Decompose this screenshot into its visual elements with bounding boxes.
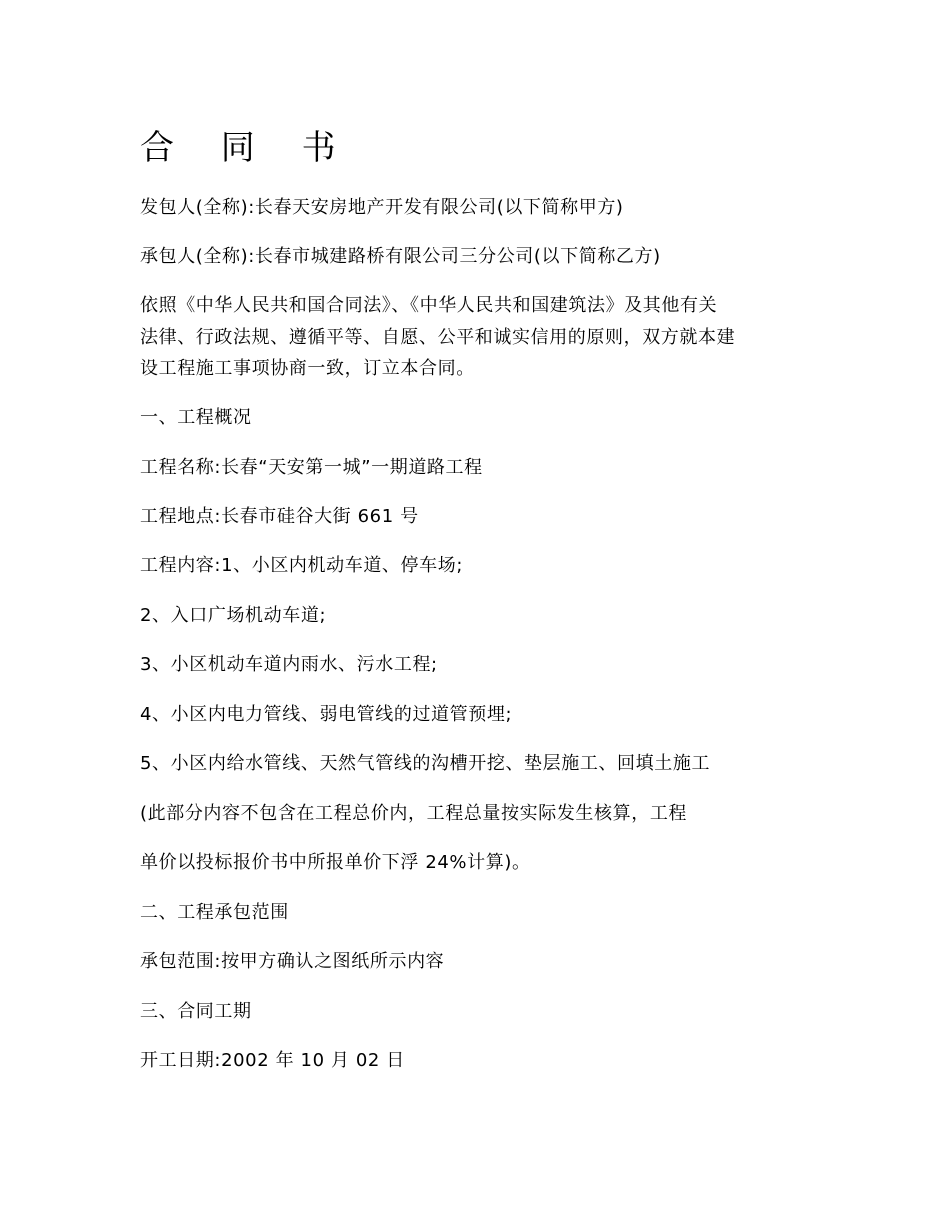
section-heading-overview: 一、工程概况 <box>140 407 252 428</box>
project-location-line: 工程地点:长春市硅谷大街 661 号 <box>140 506 419 527</box>
note-line: 单价以投标报价书中所报单价下浮 24%计算)。 <box>140 852 531 873</box>
note-line: (此部分内容不包含在工程总价内，工程总量按实际发生核算，工程 <box>140 803 688 824</box>
contractor-line: 承包人(全称):长春市城建路桥有限公司三分公司(以下简称乙方) <box>140 246 661 267</box>
preamble-line: 设工程施工事项协商一致，订立本合同。 <box>140 358 475 379</box>
document-title: 合 同 书 <box>140 128 354 168</box>
content-item: 5、小区内给水管线、天然气管线的沟槽开挖、垫层施工、回填土施工 <box>140 753 711 774</box>
content-item: 工程内容:1、小区内机动车道、停车场; <box>140 555 463 576</box>
content-item: 3、小区机动车道内雨水、污水工程; <box>140 654 438 675</box>
content-item: 2、入口广场机动车道; <box>140 605 327 626</box>
scope-line: 承包范围:按甲方确认之图纸所示内容 <box>140 951 445 972</box>
section-heading-duration: 三、合同工期 <box>140 1001 252 1022</box>
project-name-line: 工程名称:长春“天安第一城”一期道路工程 <box>140 457 483 478</box>
section-heading-scope: 二、工程承包范围 <box>140 902 289 923</box>
preamble-line: 依照《中华人民共和国合同法》、《中华人民共和国建筑法》及其他有关 <box>140 295 718 316</box>
content-item: 4、小区内电力管线、弱电管线的过道管预埋; <box>140 704 513 725</box>
preamble-line: 法律、行政法规、遵循平等、自愿、公平和诚实信用的原则，双方就本建 <box>140 326 736 348</box>
start-date-line: 开工日期:2002 年 10 月 02 日 <box>140 1050 405 1071</box>
employer-line: 发包人(全称):长春天安房地产开发有限公司(以下简称甲方) <box>140 197 624 218</box>
